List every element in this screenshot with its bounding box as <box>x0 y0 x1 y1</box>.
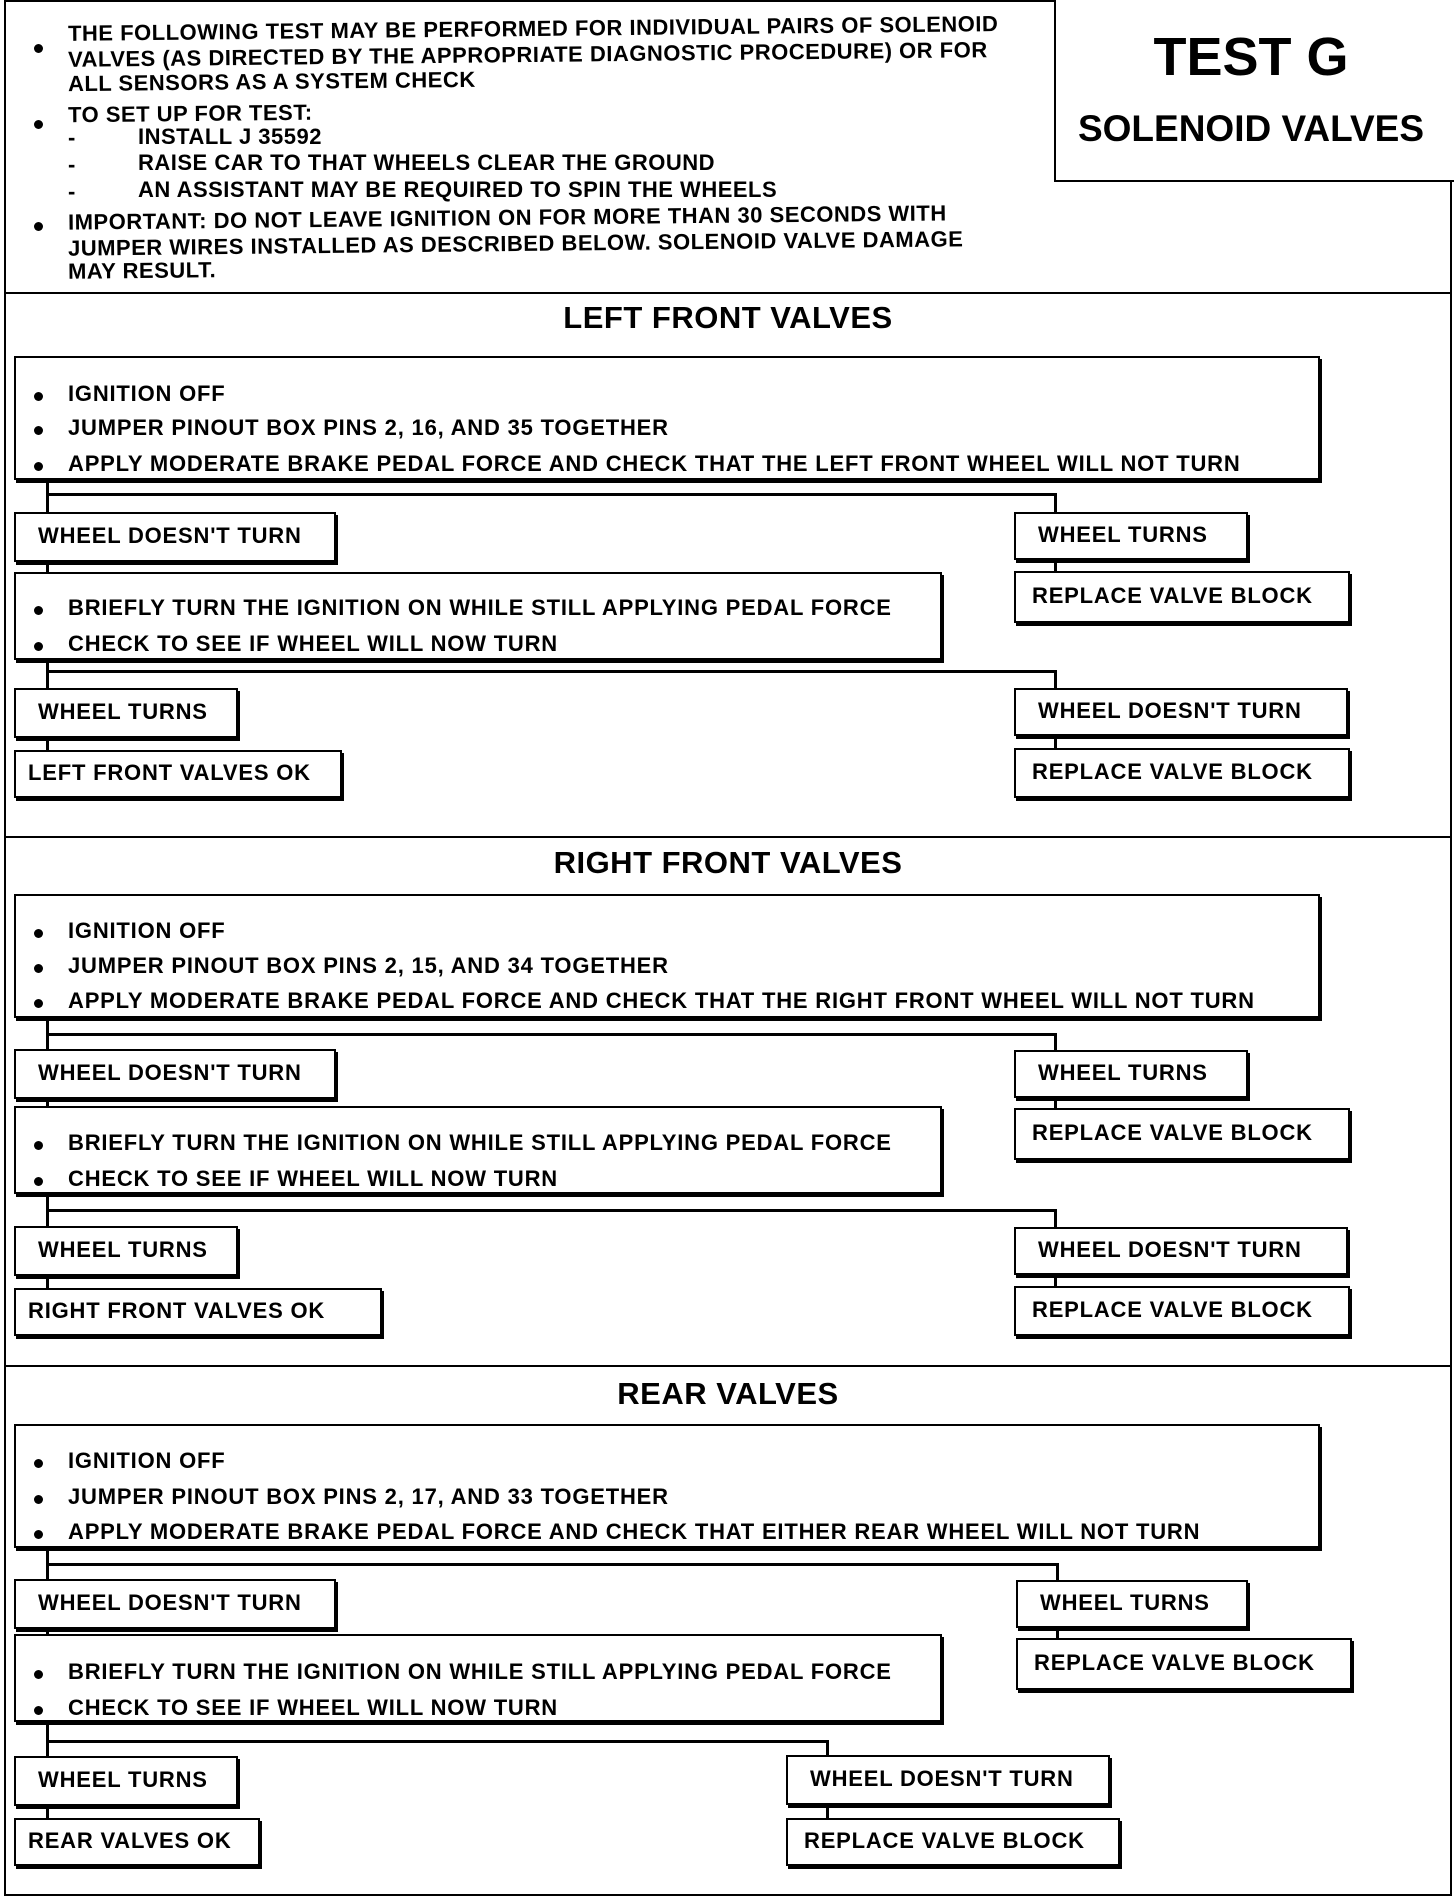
bullet-icon <box>34 120 43 129</box>
right-result: WHEEL TURNS <box>1038 1060 1208 1085</box>
connector-line <box>1054 493 1057 512</box>
branch-line <box>46 1563 1059 1566</box>
bullet-icon <box>34 1177 43 1186</box>
section-title: LEFT FRONT VALVES <box>563 300 893 335</box>
bullet-icon <box>34 1495 43 1504</box>
connector-line <box>1054 1098 1057 1108</box>
left-result: WHEEL DOESN'T TURN <box>38 1590 302 1615</box>
connector-line <box>46 660 49 688</box>
bullet-icon <box>34 426 43 435</box>
connector-line <box>1054 560 1057 571</box>
branch-line <box>46 670 1057 673</box>
section-title: RIGHT FRONT VALVES <box>553 845 903 880</box>
connector-line <box>826 1740 829 1755</box>
intro-line: VALVES (AS DIRECTED BY THE APPROPRIATE DIAGNOSTIC PROCEDURE) OR FOR <box>67 37 988 72</box>
instruction-step: IGNITION OFF <box>68 1448 226 1473</box>
fail-result: WHEEL DOESN'T TURN <box>810 1766 1074 1791</box>
intro-line: INSTALL J 35592 <box>138 124 322 149</box>
ok-action: REAR VALVES OK <box>28 1828 232 1853</box>
branch-line <box>46 1033 1057 1036</box>
ok-action: LEFT FRONT VALVES OK <box>28 760 311 785</box>
right-action: REPLACE VALVE BLOCK <box>1034 1650 1315 1675</box>
fail-result: WHEEL DOESN'T TURN <box>1038 698 1302 723</box>
branch-line <box>46 1740 829 1743</box>
test-title: TEST G <box>1153 27 1349 87</box>
instruction-step: APPLY MODERATE BRAKE PEDAL FORCE AND CHECK THAT THE LEFT FRONT WHEEL WILL NOT TURN <box>68 451 1241 476</box>
intro-line: ALL SENSORS AS A SYSTEM CHECK <box>67 66 476 97</box>
ok-result: WHEEL TURNS <box>38 699 208 724</box>
connector-line <box>46 480 49 512</box>
instruction-step: BRIEFLY TURN THE IGNITION ON WHILE STILL APPLYING PEDAL FORCE <box>68 1659 892 1684</box>
intro-line: THE FOLLOWING TEST MAY BE PERFORMED FOR INDIVIDUAL PAIRS OF SOLENOID <box>67 11 999 46</box>
right-result: WHEEL TURNS <box>1038 522 1208 547</box>
bullet-icon <box>34 222 43 231</box>
instruction-step: CHECK TO SEE IF WHEEL WILL NOW TURN <box>68 631 558 656</box>
instruction-step: IGNITION OFF <box>68 918 226 943</box>
bullet-icon <box>34 392 43 401</box>
instruction-step: BRIEFLY TURN THE IGNITION ON WHILE STILL APPLYING PEDAL FORCE <box>68 595 892 620</box>
section-title: REAR VALVES <box>617 1376 839 1411</box>
bullet-icon <box>34 44 43 53</box>
fail-result: WHEEL DOESN'T TURN <box>1038 1237 1302 1262</box>
ok-action: RIGHT FRONT VALVES OK <box>28 1298 326 1323</box>
test-subtitle: SOLENOID VALVES <box>1077 108 1425 149</box>
bullet-icon <box>34 1530 43 1539</box>
connector-line <box>1056 1628 1059 1638</box>
instruction-step: IGNITION OFF <box>68 381 226 406</box>
bullet-icon <box>34 1706 43 1715</box>
connector-line <box>46 562 49 572</box>
ok-result: WHEEL TURNS <box>38 1237 208 1262</box>
intro-line: IMPORTANT: DO NOT LEAVE IGNITION ON FOR MORE THAN 30 SECONDS WITH <box>67 200 947 235</box>
instruction-step: CHECK TO SEE IF WHEEL WILL NOW TURN <box>68 1166 558 1191</box>
bullet-icon <box>34 606 43 615</box>
instruction-step: JUMPER PINOUT BOX PINS 2, 17, AND 33 TOGETHER <box>68 1484 669 1509</box>
bullet-icon <box>34 462 43 471</box>
right-action: REPLACE VALVE BLOCK <box>1032 1120 1313 1145</box>
instruction-step: APPLY MODERATE BRAKE PEDAL FORCE AND CHECK THAT THE RIGHT FRONT WHEEL WILL NOT TURN <box>68 988 1255 1013</box>
dash-icon: - <box>68 179 76 204</box>
bullet-icon <box>34 642 43 651</box>
bullet-icon <box>34 999 43 1008</box>
fail-action: REPLACE VALVE BLOCK <box>1032 1297 1313 1322</box>
intro-line: RAISE CAR TO THAT WHEELS CLEAR THE GROUND <box>138 150 716 175</box>
instruction-step: CHECK TO SEE IF WHEEL WILL NOW TURN <box>68 1695 558 1720</box>
bullet-icon <box>34 1459 43 1468</box>
fail-action: REPLACE VALVE BLOCK <box>1032 759 1313 784</box>
intro-line: MAY RESULT. <box>67 257 217 284</box>
left-result: WHEEL DOESN'T TURN <box>38 1060 302 1085</box>
connector-line <box>1056 1563 1059 1580</box>
bullet-icon <box>34 964 43 973</box>
branch-line <box>46 1209 1057 1212</box>
instruction-step: JUMPER PINOUT BOX PINS 2, 16, AND 35 TOGETHER <box>68 415 669 440</box>
intro-line: AN ASSISTANT MAY BE REQUIRED TO SPIN THE WHEELS <box>138 177 778 202</box>
right-result: WHEEL TURNS <box>1040 1590 1210 1615</box>
instruction-step: APPLY MODERATE BRAKE PEDAL FORCE AND CHECK THAT EITHER REAR WHEEL WILL NOT TURN <box>68 1519 1201 1544</box>
connector-line <box>46 738 49 750</box>
instruction-step: BRIEFLY TURN THE IGNITION ON WHILE STILL APPLYING PEDAL FORCE <box>68 1130 892 1155</box>
section-divider <box>4 292 1452 294</box>
bullet-icon <box>34 1141 43 1150</box>
right-action: REPLACE VALVE BLOCK <box>1032 583 1313 608</box>
connector-line <box>46 1722 49 1756</box>
bullet-icon <box>34 1670 43 1679</box>
bullet-icon <box>34 929 43 938</box>
connector-line <box>46 1806 49 1818</box>
fail-action: REPLACE VALVE BLOCK <box>804 1828 1085 1853</box>
connector-line <box>1054 1275 1057 1286</box>
connector-line <box>46 1276 49 1288</box>
section-divider <box>4 836 1452 838</box>
connector-line <box>1054 1209 1057 1227</box>
connector-line <box>826 1805 829 1818</box>
connector-line <box>1054 670 1057 688</box>
connector-line <box>1054 736 1057 748</box>
ok-result: WHEEL TURNS <box>38 1767 208 1792</box>
branch-line <box>46 493 1057 496</box>
section-divider <box>4 1365 1452 1367</box>
left-result: WHEEL DOESN'T TURN <box>38 523 302 548</box>
intro-line: TO SET UP FOR TEST: <box>67 99 313 128</box>
dash-icon: - <box>68 125 76 150</box>
connector-line <box>1054 1033 1057 1050</box>
dash-icon: - <box>68 152 76 177</box>
intro-line: JUMPER WIRES INSTALLED AS DESCRIBED BELOW. SOLENOID VALVE DAMAGE <box>67 226 964 261</box>
connector-line <box>46 1099 49 1106</box>
instruction-step: JUMPER PINOUT BOX PINS 2, 15, AND 34 TOGETHER <box>68 953 669 978</box>
